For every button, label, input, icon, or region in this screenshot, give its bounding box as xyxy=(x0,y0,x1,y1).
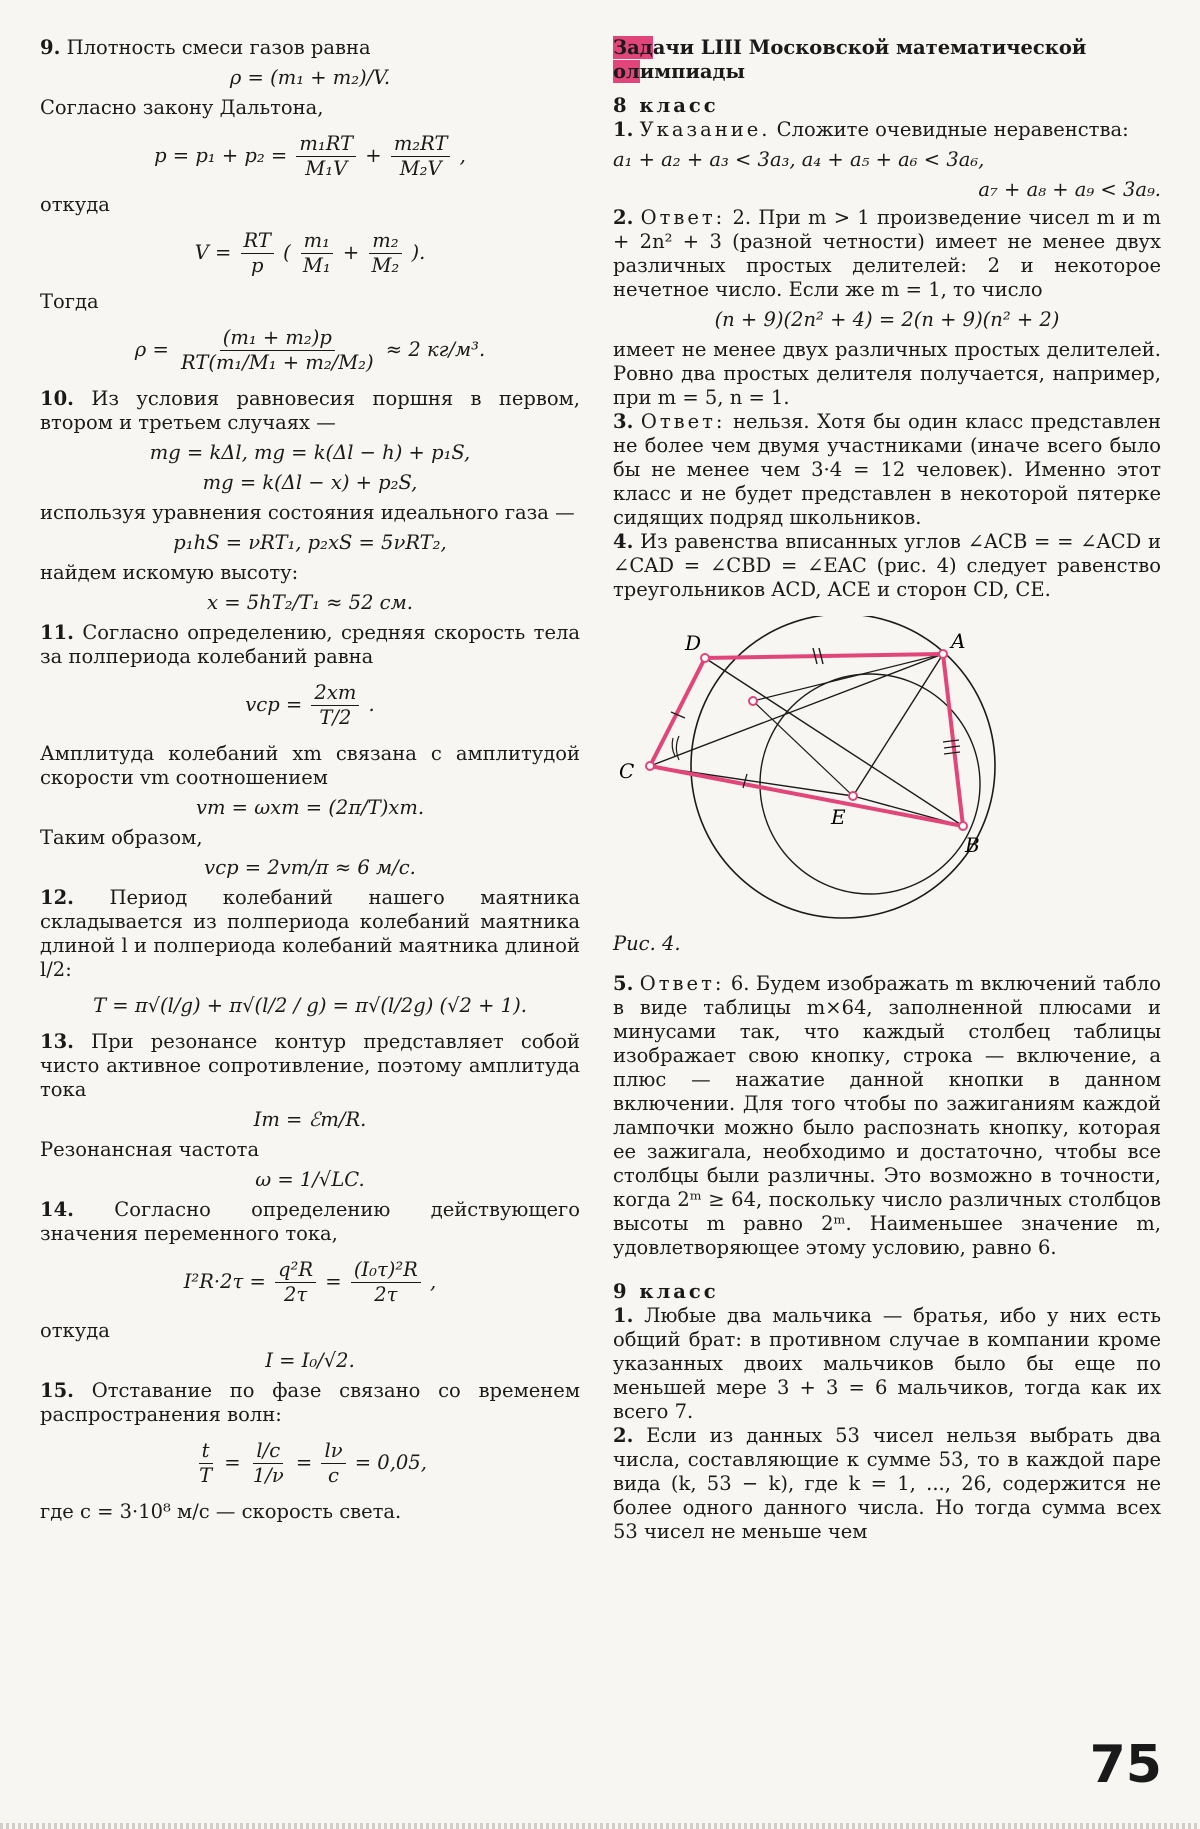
point-c xyxy=(646,762,654,770)
problem-14-text: 14. Согласно определению действующего значения переменного тока, xyxy=(40,1198,580,1245)
label-c: C xyxy=(619,759,635,783)
problem-8-1: 1. Указание. Сложите очевидные неравенства: xyxy=(613,118,1129,141)
formula-i-eff: I = I₀/√2. xyxy=(265,1349,355,1372)
formula-height: x = 5hT₂/T₁ ≈ 52 см. xyxy=(207,591,413,614)
formula-ineq-2: a₇ + a₈ + a₉ < 3a₉. xyxy=(978,178,1161,201)
point-center xyxy=(749,697,757,705)
problem-12-text: 12. Период колебаний нашего маятника складывается из полпериода колебаний маятника длиной l и полпериода колебаний маятника длиной l/2: xyxy=(40,886,580,981)
formula-equilibrium-1: mg = kΔl, mg = k(Δl − h) + p₁S, xyxy=(149,441,471,464)
segment-ae xyxy=(853,654,943,796)
problem-8-3: 3. Ответ: нельзя. Хотя бы один класс представлен не более чем двумя участниками (иначе всего было бы не менее чем 3·4 = 12 человек). Именно этот класс и не будет представлен в некоторой пятерке сидящих подряд школьников. xyxy=(613,410,1161,529)
formula-vcp: vср = 2vm/π ≈ 6 м/с. xyxy=(204,856,416,879)
label-e: E xyxy=(831,805,846,829)
grade-9-heading: 9 класс xyxy=(613,1280,719,1303)
point-e xyxy=(849,792,857,800)
right-column xyxy=(613,36,1161,1544)
grade-8-heading: 8 класс xyxy=(613,94,719,117)
problem-10-text: 10. Из условия равновесия поршня в первом, втором и третьем случаях — xyxy=(40,387,580,434)
formula-omega: ω = 1/√LC. xyxy=(255,1168,365,1191)
section-title: Задачи LIII Московской математической олимпиады xyxy=(613,36,1087,83)
formula-current: Im = ℰm/R. xyxy=(253,1108,367,1131)
text-dalton: Согласно закону Дальтона, xyxy=(40,96,324,119)
problem-8-5: 5. Ответ: 6. Будем изображать m включений табло в виде таблицы m×64, заполненной плюсами и минусами так, что каждый столбец таблицы изображает свою кнопку, строка — включение, а плюс — нажатие данной кнопки в данном включении. Для того чтобы по зажиганиям каждой лампочки можно было распознать кнопку, которая ее зажигала, необходимо и достаточно, чтобы все столбцы были различны. Это возможно в точности, когда 2ᵐ ≥ 64, поскольку число различных столбцов высоты m равно 2ᵐ. Наименьшее значение m, удовлетворяющее этому условию, равно 6. xyxy=(613,972,1161,1259)
segment-oe xyxy=(753,701,853,796)
inner-circle xyxy=(760,674,980,894)
figure-4 xyxy=(613,616,1161,956)
text-whence-2: откуда xyxy=(40,1319,110,1342)
formula-dalton: p = p₁ + p₂ = $\frac{\text{m₁RT}}{\text{M₁V}}$ + $\frac{\text{m₂RT}}{\text{M₂V}}$ , xyxy=(154,132,466,180)
segment-oa xyxy=(753,654,943,701)
tick-ab-3 xyxy=(944,752,960,754)
text-find-height: найдем искомую высоту: xyxy=(40,561,299,584)
formula-rho: ρ = $\frac{\text{(m₁ + m₂)p}}{\text{RT(m₁/M₁ + m₂/M₂)}}$ ≈ 2 кг/м³. xyxy=(134,326,486,374)
geometry-diagram xyxy=(613,616,1161,936)
problem-8-2-cont: имеет не менее двух различных простых делителей. Ровно два простых делителя получается, например, при m = 5, n = 1. xyxy=(613,338,1161,409)
problem-8-4: 4. Из равенства вписанных углов ∠ACB = = ∠ACD и ∠CAD = ∠CBD = ∠EAC (рис. 4) следует равенство треугольников ACD, ACE и сторон CD, CE. xyxy=(613,530,1162,601)
page-number: 75 xyxy=(1089,1735,1162,1795)
formula-equilibrium-2: mg = k(Δl − x) + p₂S, xyxy=(202,471,418,494)
diagonal-ca xyxy=(650,654,943,766)
formula-period: T = π√(l/g) + π√(l/2 / g) = π√(l/2g) (√2 + 1). xyxy=(93,994,527,1017)
text-resonance: Резонансная частота xyxy=(40,1138,260,1161)
label-a: A xyxy=(951,629,966,653)
formula-product: (n + 9)(2n² + 4) = 2(n + 9)(n² + 2) xyxy=(714,308,1060,331)
circumcircle xyxy=(691,616,995,918)
problem-8-2: 2. Ответ: 2. При m > 1 произведение чисел m и m + 2n² + 3 (разной четности) имеет не менее двух различных простых делителей: 2 и некоторое нечетное число. Если же m = 1, то число xyxy=(613,206,1162,301)
point-d xyxy=(701,654,709,662)
text-light-speed: где c = 3·10⁸ м/с — скорость света. xyxy=(40,1500,402,1523)
angle-arc-c1 xyxy=(672,738,675,756)
problem-11-text: 11. Согласно определению, средняя скорость тела за полпериода колебаний равна xyxy=(40,621,580,668)
left-column xyxy=(40,36,580,1524)
label-d: D xyxy=(685,631,702,655)
formula-effective: I²R·2τ = $\frac{\text{q²R}}{2\tau}$ = $\frac{\text{(I₀τ)²R}}{2\tau}$ , xyxy=(183,1258,437,1306)
figure-caption: Рис. 4. xyxy=(613,932,681,955)
label-b: B xyxy=(965,833,980,857)
text-then: Тогда xyxy=(40,290,99,313)
formula-density: ρ = (m₁ + m₂)/V. xyxy=(229,66,391,89)
formula-avg-speed: vср = $\frac{2xm}{T/2}$ . xyxy=(245,681,375,729)
point-b xyxy=(959,822,967,830)
problem-9-2: 2. Если из данных 53 чисел нельзя выбрать два числа, составляющие к сумме 53, то в каждой паре вида (k, 53 − k), где k = 1, ..., 26, содержится не более одного данного числа. Но тогда сумма всех 53 чисел не меньше чем xyxy=(613,1424,1161,1543)
problem-9-text: 9. Плотность смеси газов равна xyxy=(40,36,371,59)
text-amplitude: Амплитуда колебаний xm связана с амплитудой скорости vm соотношением xyxy=(40,742,580,789)
problem-15-text: 15. Отставание по фазе связано со временем распространения волн: xyxy=(40,1379,580,1426)
problem-9-1: 1. Любые два мальчика — братья, ибо у них есть общий брат: в противном случае в компании кроме указанных двоих мальчиков было бы еще по меньшей мере 3 + 3 = 6 мальчиков, тогда как их всего 7. xyxy=(613,1304,1161,1423)
problem-13-text: 13. При резонансе контур представляет собой чисто активное сопротивление, поэтому амплитуда тока xyxy=(40,1030,580,1101)
point-a xyxy=(939,650,947,658)
tick-ab-1 xyxy=(943,740,959,742)
quadrilateral-acbd xyxy=(650,654,963,826)
formula-volume: V = $\frac{RT}{p}$ ( $\frac{\text{m₁}}{\text{M₁}}$ + $\frac{\text{m₂}}{\text{M₂}}$ ). xyxy=(194,229,426,277)
text-state-eq: используя уравнения состояния идеального газа — xyxy=(40,501,575,524)
formula-state: p₁hS = νRT₁, p₂xS = 5νRT₂, xyxy=(173,531,447,554)
formula-ineq-1: a₁ + a₂ + a₃ < 3a₃, a₄ + a₅ + a₆ < 3a₆, xyxy=(613,148,985,171)
text-whence-1: откуда xyxy=(40,193,110,216)
formula-vm: vm = ωxm = (2π/T)xm. xyxy=(195,796,425,819)
bottom-rule xyxy=(0,1823,1200,1829)
text-thus: Таким образом, xyxy=(40,826,203,849)
formula-phase: $\frac{t}{T}$ = $\frac{l/c}{1/\nu}$ = $\frac{l\nu}{c}$ = 0,05, xyxy=(199,1439,427,1487)
